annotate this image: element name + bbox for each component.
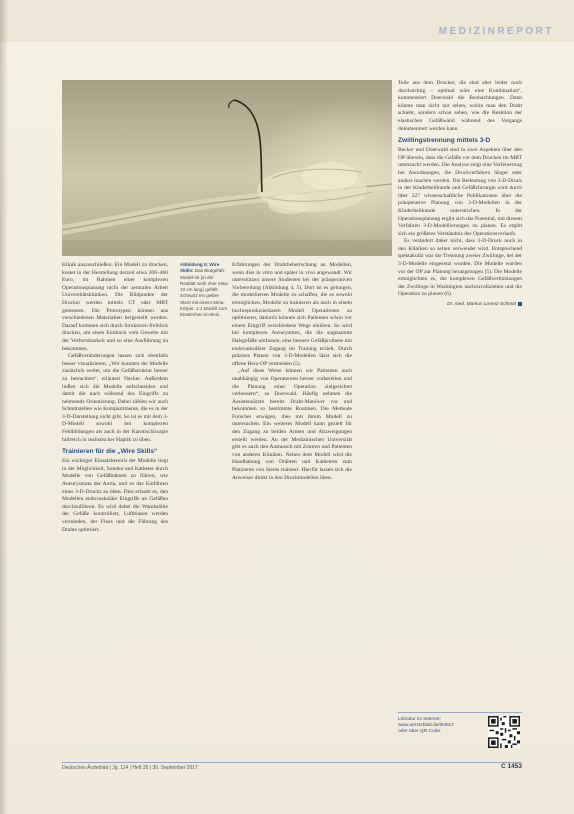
literature-link[interactable]: www.aerzteblatt.de/lit4817 [398,723,454,728]
qr-code-icon[interactable] [488,716,520,748]
column4-paragraph-2: Es verändert daher nicht, dass 3-D-Druck noch in den Kliniken so selten verwendet wird. Entsprechend spektakulär war die Trennung zweier Zwillinge, bei der 3-D-Modelle eingesetzt wurden. Die Modelle wurden vor der OP zur Planung herangezogen (5). Die Modelle ermöglichten es, die komplexen Gefäßverbindungen der Zwillinge in Washington nachzuvollziehen und die Operation zu planen (6). [398,238,522,298]
caption-title-2: Wire Skills: [180,262,220,274]
author-byline [398,301,522,309]
end-square-icon [518,302,522,306]
footer-rule [62,762,522,763]
subheading-wire-skills: Trainieren für die „Wire Skills“ [62,448,158,456]
column3-paragraph-1: Erfahrungen der Drahtbeherrschung an Modellen, wenn dies in vitro und später in vivo angewandt. Wir unterstützen unsere Studenten bei der präoperativen Vorbereitung (Abbildung 4, 5). Dort ist es gelungen, die modellierten Modelle zu schaffen, die es sowohl ermöglichen, Modelle zu trainieren als auch in einem hochreproduzierbaren Modell Operationen zu optimieren, dadurch können sich Patienten schon vor einem Eingriff verschiedene Wege einüben. So wird bei komplexen Aneurysmen, die die sogenannte Halsgefäße umfassen, eine bessere Gefäßprothese mit endovaskulärer Zugang im Training erzielt. Durch präzises Planen von 3-D-Modellen lässt sich die offene Herz-OP vermeiden (5). [232,262,352,367]
literature-text [398,717,478,735]
binding-shadow [0,0,8,814]
column1-paragraph-3: Ein wichtiger Einsatzbereich der Modelle liegt in der Möglichkeit, Sonden und Katheter durch Modelle von Gefäßbahnen zu führen, wie Aneurysmata der Aorta, und so das Einführen eines 3-D-Drucks zu üben. Dies erlaubt es, den Modellen endovaskuläre Eingriffe an Gefäßen durchzuführen. Es wird dabei die Wandstärke der Gefäße kontrolliert, Luftblasen werden vermieden, der Fluss und die Führung des Drahts optimiert. [62,458,168,533]
column4-paragraph-1: Becker und Doerwald sind in zwei Aspekten über den OP überein, dass die Gefäße vor dem Drucken im MRT untersucht werden. Die Analyse zeigt eine Verfeinerung bei Anordnungen, die Druckverfahren länger oder anders machen werden. Die Bedeutung von 3-D-Druck in der Kinderheilkunde und Gefäßchirurgie wird durch über 227 wissenschaftliche Publikationen über die präoperative Planung von 3-D-Modellen in der Kinderheilkunde unterstrichen. In der Operationsplanung ergibt sich das Potential, mit diesem Verfahren 3-D-Modellierungen zu planen. Es ergibt sich ein größeres Verständnis des Operationsverlaufs. [398,147,522,237]
subheading-zwillingstrennung: Zwillingstrennung mittels 3-D [398,137,491,145]
literature-qr-hint: oder über QR-Code. [398,729,442,734]
author-name: Dr. med. Markus Lorenz-Schmitt [447,302,516,308]
vascular-model-illustration [62,80,392,256]
section-rubric: MEDIZINREPORT [438,26,554,37]
article-photo [62,80,392,256]
caption-title: Abbildung 5: [180,262,209,267]
column1-paragraph-2: Gefäßveränderungen lassen sich ebenfalls besser visualisieren. „Wir konnten die Modelle zusätzlich weiter, um die Gefäßstruktur besser zu betrachten“, erläutert Necker. Außerdem ließen sich die Modelle aufschneiden und damit die nach während des Eingriffs zu nehmende Orientierung. Dabei zählen wir auch Schnittstellen wie Kompartimente, die es in der 3-D-Darstellung nicht gibt. So ist es mit dem 3-D-Modell sowohl bei komplexen Fehlbildungen als auch in der Karotischirurgie hilfreich in realistischer Haptik zu üben. [62,353,168,443]
column-4 [398,80,522,309]
footer-publication: Deutsches Ärzteblatt | Jg. 114 | Heft 35 | 30. September 2017 [62,765,198,771]
literature-label: Literatur im Internet: [398,717,441,722]
column1-paragraph-1: Klinik auszuschließen. Ein Modell zu drucken, kostet in der Herstellung derzeit etwa 200–400 Euro, im Rahmen einer komplexen Operationsplanung nicht der zentralen Arbeit Universitätskliniken. Die Bildpunkte der Drucker werden mittels CT oder MRT gemessen. Die Prototypen können aus verschiedenen Materialien hergestellt werden. Darauf kommen sich durch Strukturen freiblick drucken, um einen Eindruck vom Gewebe mit der Verformbarkeit und so eine Ausführung zu bekommen. [62,262,168,352]
column-1 [62,262,168,534]
column4-paragraph-top: Teile aus dem Drucker, die sind aber leider noch durchsichtig – optimal wäre eine Kombination“, kommentiert Doerwald die Beobachtungen. Dann könnte man nicht nur sehen, wohin man den Draht schiebt, sondern schon sehen, wie die Reaktion der elastischen Gefäßwand während des Vorgangs dokumentiert werden kann. [398,80,522,132]
literature-box [398,712,522,753]
column3-paragraph-2: „Auf diese Weise können wir Patienten auch unabhängig von Operateuren besser vorbereiten und die Planung einer Operation zielgerichtet verbessern“, so Doerwald. Häufig nehmen die Assistenzärzte bereits Draht-Manöver vor und bekommen so bestimmte Routinen. Die Methode Forscher erwägen, dies mit ihrem Modell zu untersuchen. Ein weiteres Modell kann gezielt für den Zugang zu beiden Armen und Abzweigungen erstellt werden. An der Medizinischen Universität gibt es auch den Austausch mit Zentren und Patienten von anderen Kliniken. Neben dem Modell wird die Handhabung von Drähten und Kathetern zum Platzieren von Stents trainiert. Hierfür lassen sich die Anweiser direkt in den Druckmodellen üben. [232,368,352,481]
caption-text: Das Blutgefäß-Modell ist (in der Realität wohl eher etwa 10 cm lang) gefüllt. Schwarz ein gelber Stent mit einem Meta-Körper. 1:1 Modell zum Einstechen im Bein. [180,268,228,318]
column-3 [232,262,352,482]
footer-page-number: C 1453 [501,763,522,770]
photo-caption [180,262,228,319]
